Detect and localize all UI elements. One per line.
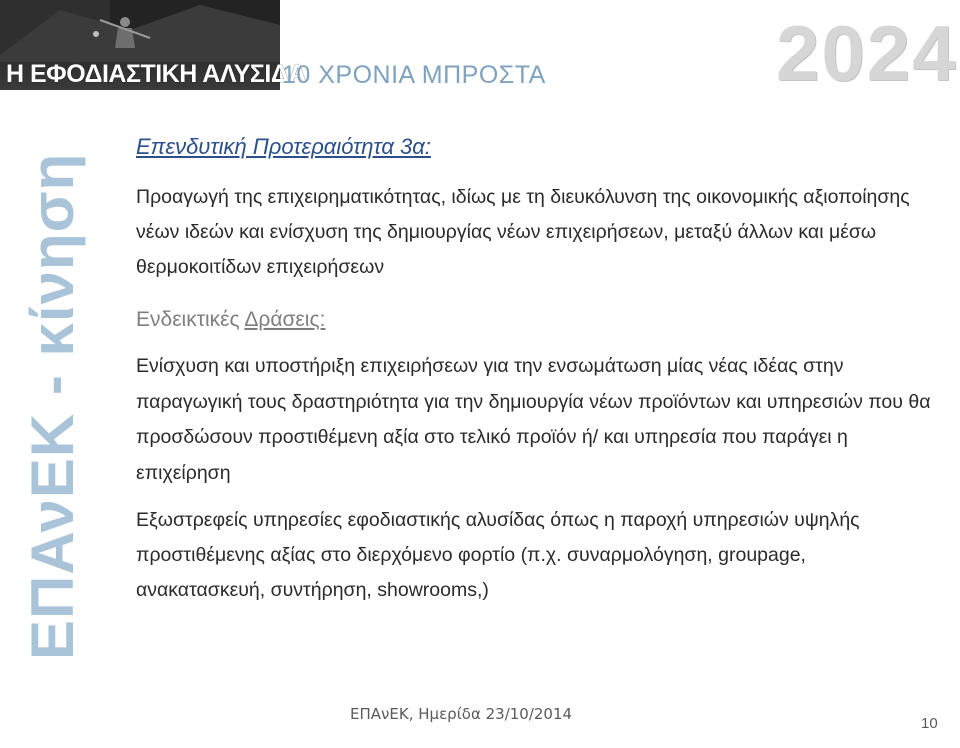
intro-paragraph: Προαγωγή της επιχειρηματικότητας, ιδίως με τη διευκόλυνση της οικονομικής αξιοποίησης νέων ιδεών και ενίσχυση της δημιουργίας νέων επιχειρήσεων, μεταξύ άλλων και μέσω θερμοκοιτίδων επιχειρήσεων <box>136 186 910 278</box>
action-paragraph-1: Ενίσχυση και υποστήριξη επιχειρήσεων για την ενσωμάτωση μίας νέας ιδέας στην παραγωγική τους δραστηριότητα για την δημιουργία νέων προϊόντων και υπηρεσιών που θα προσδώσουν προστιθέμενη αξία στο τελικό προϊόν ή/ και υπηρεσία που παράγει η επιχείρηση <box>136 355 931 484</box>
header-banner <box>0 0 306 90</box>
slide-heading: Επενδυτική Προτεραιότητα 3α: <box>136 134 431 159</box>
sidebar-watermark: ΕΠΑνΕΚ - κίνηση <box>19 152 86 660</box>
banner-subtitle: 10 ΧΡΟΝΙΑ ΜΠΡΟΣΤΑ <box>282 61 546 89</box>
banner-title: Η ΕΦΟΔΙΑΣΤΙΚΗ ΑΛΥΣΙΔΑ <box>6 60 306 88</box>
action-paragraph-2: Εξωστρεφείς υπηρεσίες εφοδιαστικής αλυσίδας όπως η παροχή υπηρεσιών υψηλής προστιθέμενης αξίας στο διερχόμενο φορτίο (π.χ. συναρμολόγηση, groupage, ανακατασκευή, συντήρηση, showrooms,) <box>136 509 860 601</box>
actions-heading-prefix: Ενδεικτικές <box>136 308 245 331</box>
year-watermark: 2024 <box>776 9 958 97</box>
footer-text: ΕΠΑνΕΚ, Ημερίδα 23/10/2014 <box>350 705 573 723</box>
banner-photo <box>0 0 280 62</box>
page-number: 10 <box>921 715 938 732</box>
actions-heading <box>136 308 325 332</box>
actions-heading-underlined: Δράσεις: <box>244 308 326 331</box>
